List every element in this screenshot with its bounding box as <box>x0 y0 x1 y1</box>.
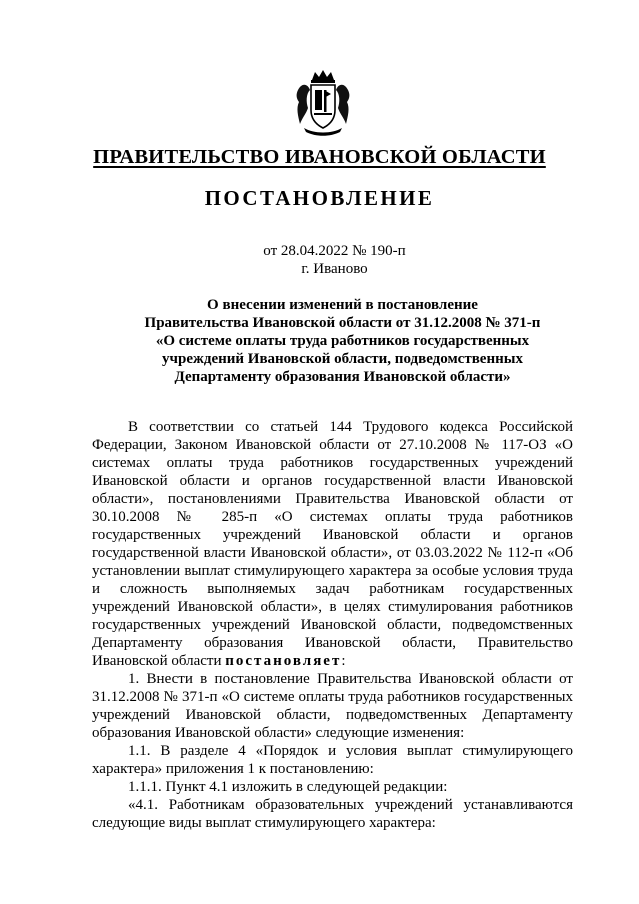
paragraph-item-1: 1. Внести в постановление Правительства Ивановской области от 31.12.2008 № 371-п «О системе оплаты труда работников государственных учреждений Ивановской области, подведомственных Департаменту образования Ивановской области» следующие изменения: <box>92 671 573 741</box>
title-line: Правительства Ивановской области от 31.12.2008 № 371-п <box>144 315 541 331</box>
paragraph-item-4-1: «4.1. Работникам образовательных учреждений устанавливаются следующие виды выплат стимулирующего характера: <box>92 797 573 831</box>
paragraph-item-1-1: 1.1. В разделе 4 «Порядок и условия выплат стимулирующего характера» приложения 1 к постановлению: <box>92 743 573 777</box>
ivanovo-coat-of-arms-icon <box>296 68 350 138</box>
paragraph-preamble <box>92 418 573 670</box>
document-date-number: от 28.04.2022 № 190-п <box>263 243 406 259</box>
title-line: «О системе оплаты труда работников государственных <box>155 333 530 349</box>
preamble-end: : <box>341 653 346 669</box>
document-title <box>60 296 625 386</box>
paragraph-item-1-1-1: 1.1.1. Пункт 4.1 изложить в следующей редакции: <box>128 779 448 795</box>
title-line: учреждений Ивановской области, подведомственных <box>162 351 523 367</box>
government-name: ПРАВИТЕЛЬСТВО ИВАНОВСКОЙ ОБЛАСТИ <box>93 146 546 168</box>
document-body <box>92 418 573 832</box>
title-line: О внесении изменений в постановление <box>207 297 478 313</box>
document-city: г. Иваново <box>301 261 368 277</box>
title-line: Департаменту образования Ивановской области» <box>174 369 511 385</box>
document-type: ПОСТАНОВЛЕНИЕ <box>204 186 435 210</box>
resolves-word: постановляет <box>225 653 342 669</box>
preamble-text: В соответствии со статьей 144 Трудового кодекса Российской Федерации, Законом Ивановской области от 27.10.2008 № 117-ОЗ «О системах оплаты труда работников государственных учреждений Ивановской области и органов государственной власти Ивановской области», постановлениями Правительства Ивановской области от 30.10.2008 № 285-п «О системах оплаты труда работников государственных учреждений Ивановской области и органов государственной власти Ивановской области», от 03.03.2022 № 112-п «Об установлении выплат стимулирующего характера за особые условия труда и сложность выполняемых задач работникам государственных учреждений Ивановской области», в целях стимулирования работников государственных учреждений Ивановской области, подведомственных Департаменту образования Ивановской области, Правительство Ивановской области <box>92 419 573 669</box>
